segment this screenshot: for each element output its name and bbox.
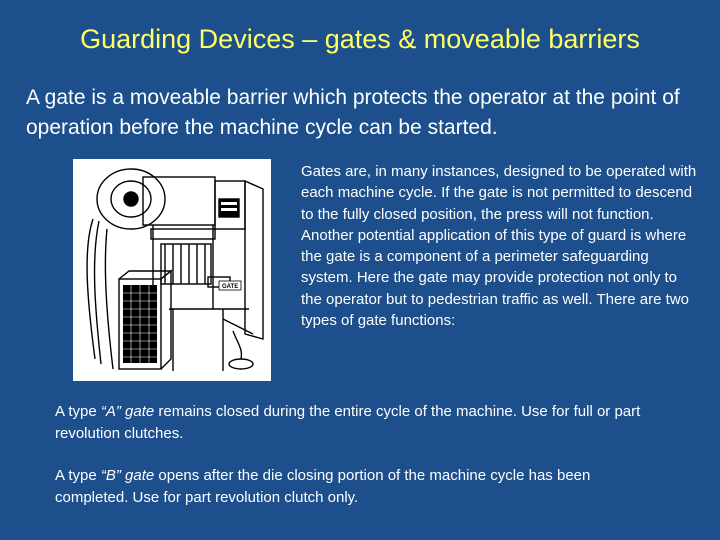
intro-text: A gate is a moveable barrier which protects the operator at the point of operation before the machine cycle can be started. — [26, 86, 680, 139]
press-gate-illustration — [73, 159, 271, 381]
type-b-term: “B” gate — [100, 467, 155, 484]
type-b-prefix: A type — [55, 467, 101, 484]
type-a-term: “A” gate — [100, 403, 155, 420]
type-a-prefix: A type — [55, 403, 101, 420]
gate-description: Gates are, in many instances, designed to be operated with each machine cycle. If the gate is not permitted to descend to the fully closed position, the press will not function. Another potential application of this type of guard is where the gate is a component of a perimeter safeguarding system. Here the gate may provide protection not only to the operator but to pedestrian traffic as well. There are two types of gate functions: — [301, 163, 697, 330]
type-b-suffix: opens after the die closing portion of the machine cycle has been completed. Use for part revolution clutch only. — [55, 467, 591, 506]
type-a-suffix: remains closed during the entire cycle of the machine. Use for full or part revolution clutches. — [55, 403, 641, 442]
slide-title: Guarding Devices – gates & moveable barriers — [80, 24, 640, 54]
type-b-gate-description — [55, 465, 665, 508]
type-a-gate-description — [55, 401, 665, 444]
gate-label: GATE — [222, 284, 239, 290]
